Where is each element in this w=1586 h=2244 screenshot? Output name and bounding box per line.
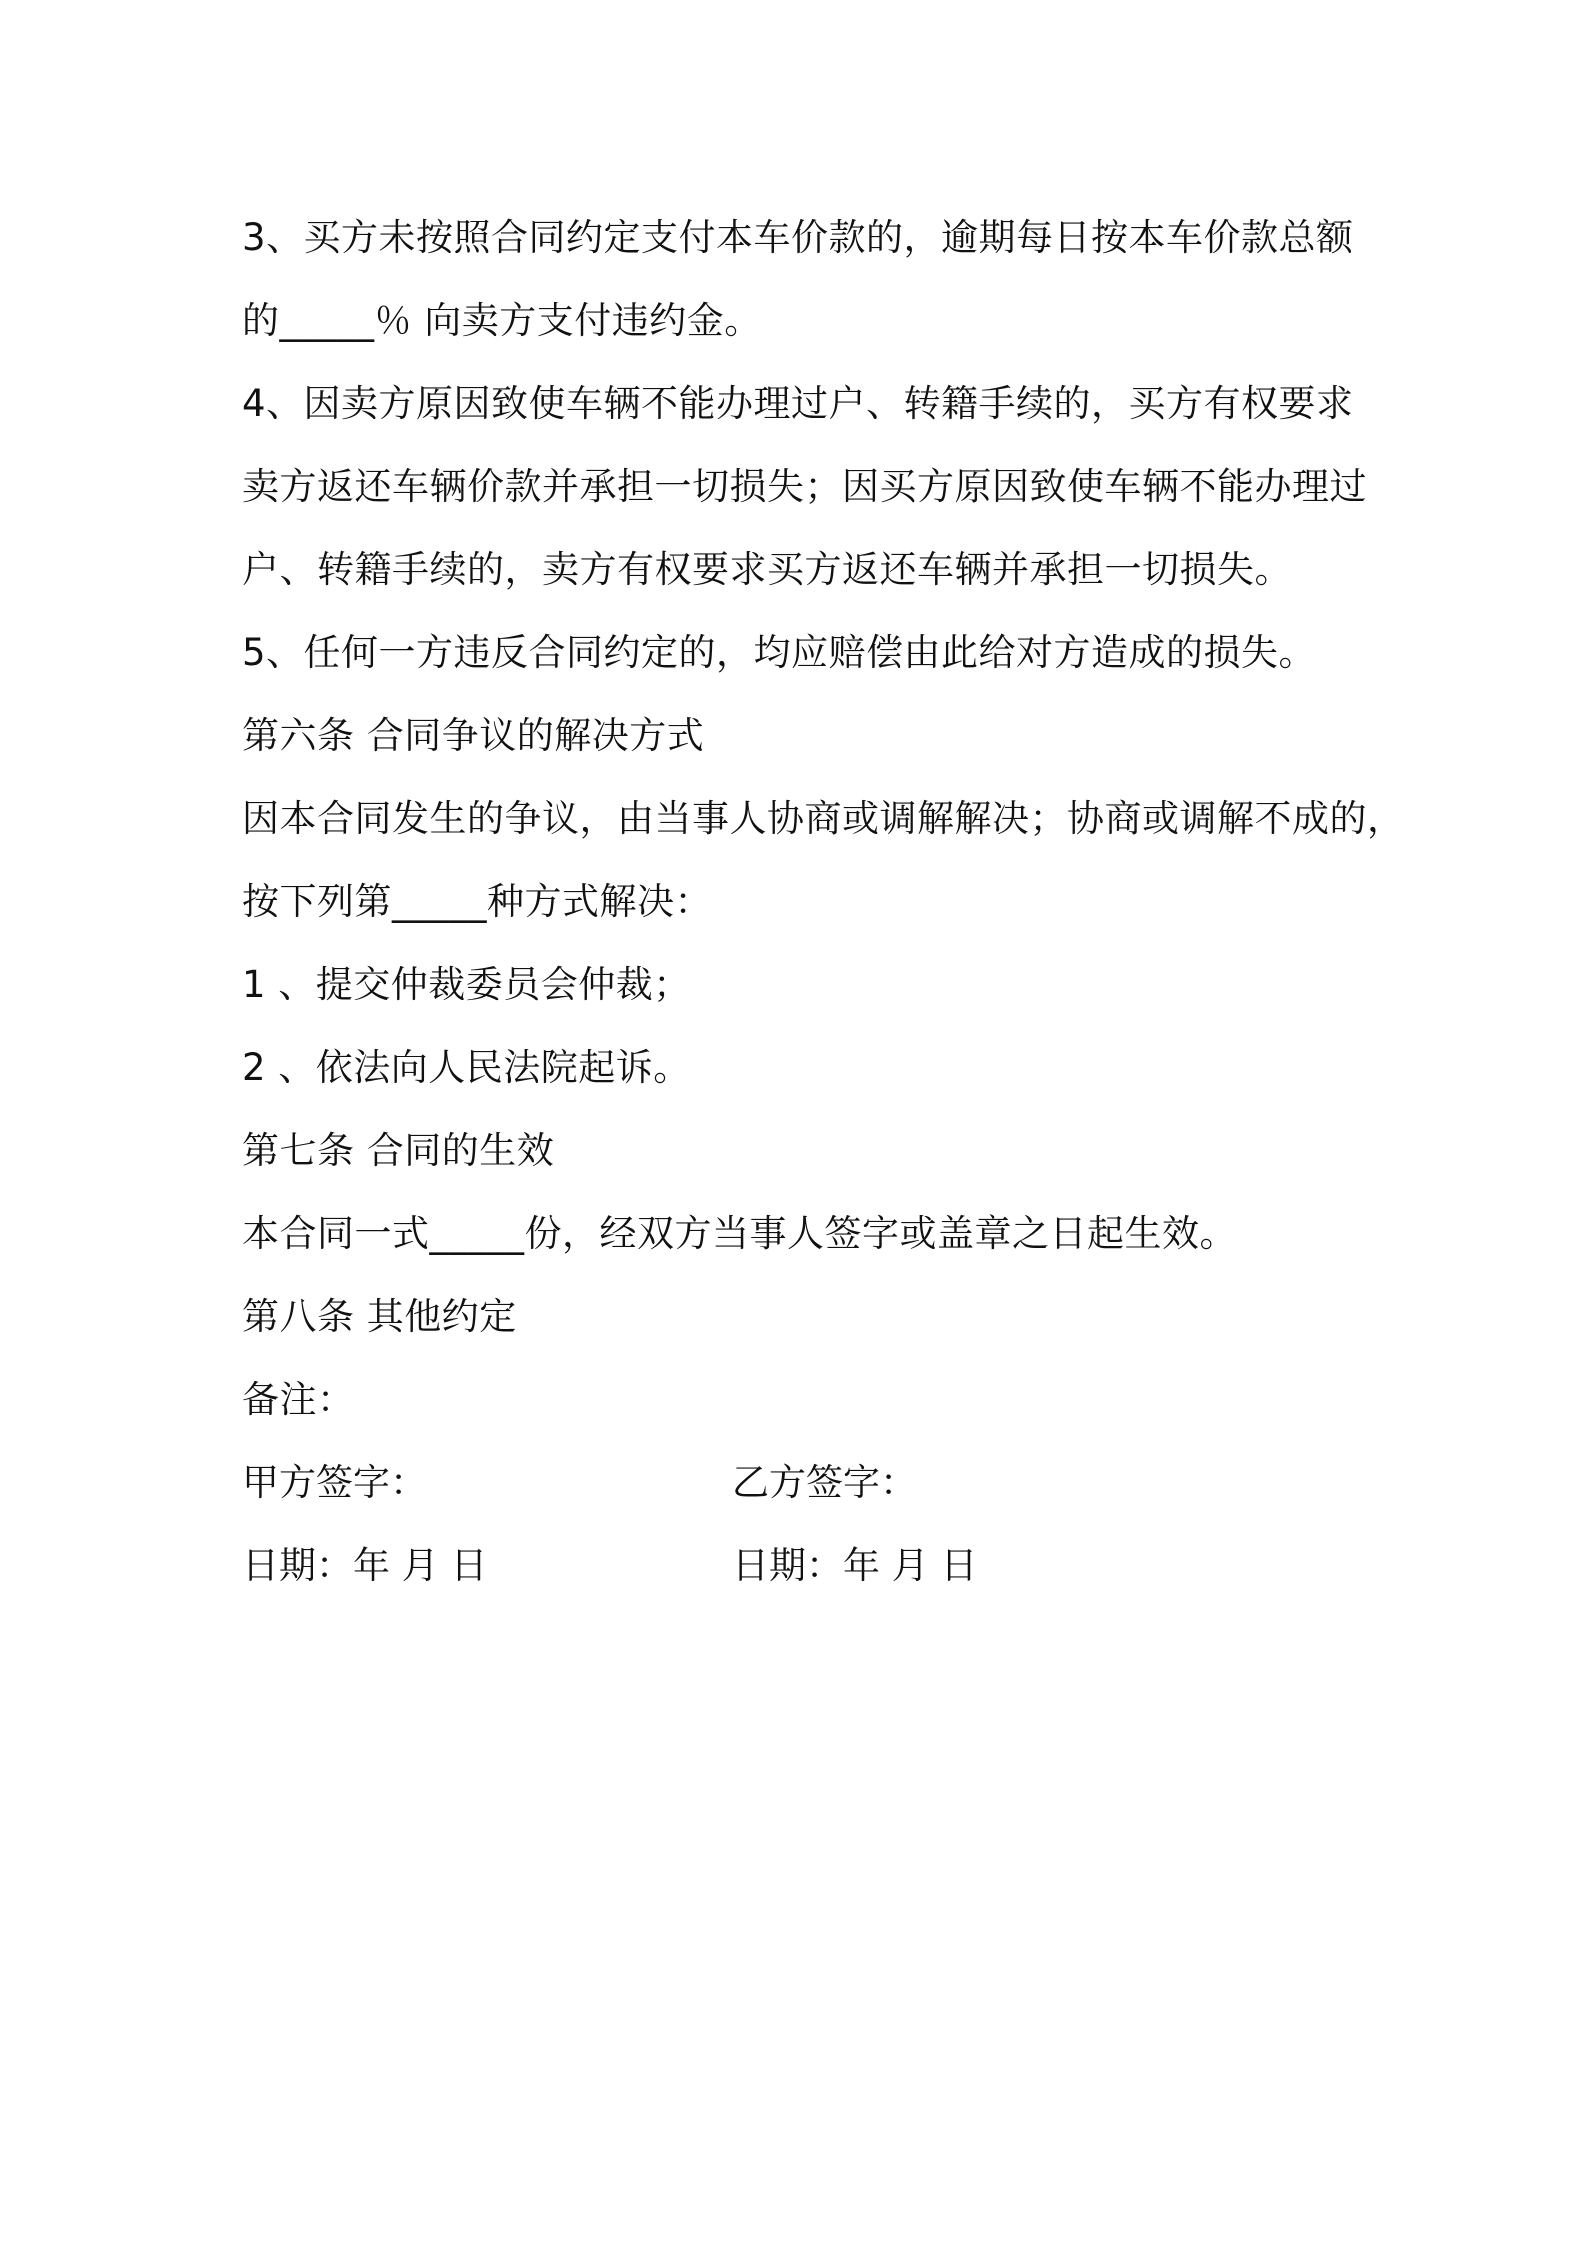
remarks-label: 备注： (242, 1378, 355, 1421)
article-6-option-1: 1 、提交仲裁委员会仲裁； (242, 963, 691, 1006)
article-7-text: 本合同一式_____份，经双方当事人签字或盖章之日起生效。 (242, 1212, 1237, 1255)
party-b-signature-label: 乙方签字： (732, 1461, 917, 1504)
clause-5-item-5: 5、任何一方违反合同约定的，均应赔偿由此给对方造成的损失。 (242, 631, 1317, 674)
party-a-date-label: 日期：年 月 日 (242, 1544, 488, 1587)
signature-row (242, 1441, 1362, 1524)
date-row (242, 1524, 1362, 1607)
article-6-text-line-1: 因本合同发生的争议，由当事人协商或调解解决；协商或调解不成的， (242, 797, 1405, 840)
article-8-heading: 第八条 其他约定 (242, 1295, 517, 1338)
clause-5-item-3-line-2: 的_____％ 向卖方支付违约金。 (242, 299, 762, 342)
document-page (242, 196, 1405, 1607)
clause-5-item-4-line-3: 户、转籍手续的，卖方有权要求买方返还车辆并承担一切损失。 (242, 548, 1292, 591)
clause-5-item-4-line-1: 4、因卖方原因致使车辆不能办理过户、转籍手续的，买方有权要求 (242, 382, 1354, 425)
clause-5-item-3-line-1: 3、买方未按照合同约定支付本车价款的，逾期每日按本车价款总额 (242, 216, 1354, 259)
party-b-date-label: 日期：年 月 日 (732, 1544, 978, 1587)
article-6-heading: 第六条 合同争议的解决方式 (242, 714, 705, 757)
party-a-signature-label: 甲方签字： (242, 1461, 427, 1504)
article-6-option-2: 2 、依法向人民法院起诉。 (242, 1046, 691, 1089)
article-7-heading: 第七条 合同的生效 (242, 1129, 555, 1172)
clause-5-item-4-line-2: 卖方返还车辆价款并承担一切损失；因买方原因致使车辆不能办理过 (242, 465, 1367, 508)
article-6-text-line-2: 按下列第_____种方式解决： (242, 880, 712, 923)
